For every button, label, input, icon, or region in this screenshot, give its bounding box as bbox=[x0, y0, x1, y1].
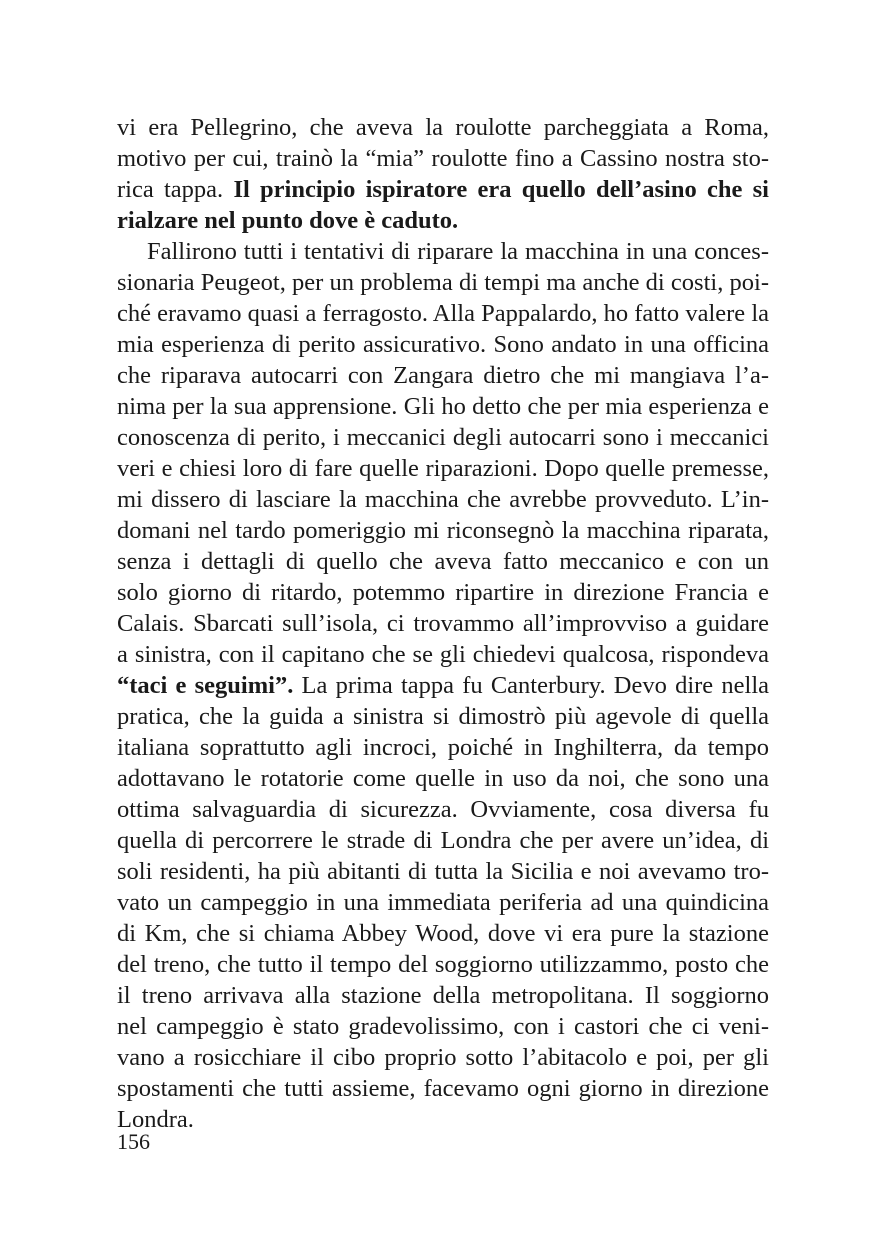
text-line: adottavano le rotatorie come quelle in uso da noi, che sono una bbox=[117, 765, 769, 792]
text-line: senza i dettagli di quello che aveva fatto meccanico e con un bbox=[117, 548, 769, 575]
text-line: veri e chiesi loro di fare quelle riparazioni. Dopo quelle premesse, bbox=[117, 455, 769, 482]
text-line: quella di percorrere le strade di Londra che per avere un’idea, di bbox=[117, 827, 769, 854]
text-line: vano a rosicchiare il cibo proprio sotto l’abitacolo e poi, per gli bbox=[117, 1044, 769, 1071]
text-line: ottima salvaguardia di sicurezza. Ovviamente, cosa diversa fu bbox=[117, 796, 769, 823]
text-line bbox=[117, 670, 769, 701]
text-line: sionaria Peugeot, per un problema di tempi ma anche di costi, poi- bbox=[117, 269, 769, 296]
text-line: italiana soprattutto agli incroci, poiché in Inghilterra, da tempo bbox=[117, 734, 769, 761]
page-number: 156 bbox=[117, 1129, 150, 1154]
text-line: soli residenti, ha più abitanti di tutta la Sicilia e noi avevamo tro- bbox=[117, 858, 769, 885]
paragraph-2 bbox=[117, 236, 769, 1135]
text-line: mia esperienza di perito assicurativo. Sono andato in una officina bbox=[117, 331, 769, 358]
text-line: che riparava autocarri con Zangara dietro che mi mangiava l’a- bbox=[117, 362, 769, 389]
text-line: solo giorno di ritardo, potemmo ripartire in direzione Francia e bbox=[117, 579, 769, 606]
text-line: domani nel tardo pomeriggio mi riconsegnò la macchina riparata, bbox=[117, 517, 769, 544]
text-line: vato un campeggio in una immediata periferia ad una quindicina bbox=[117, 889, 769, 916]
text-run: La prima tappa fu Canterbury. Devo dire nella bbox=[293, 672, 769, 699]
text-line: Calais. Sbarcati sull’isola, ci trovammo all’improvviso a guidare bbox=[117, 610, 769, 637]
text-line: nima per la sua apprensione. Gli ho detto che per mia esperienza e bbox=[117, 393, 769, 420]
bold-text-run: rialzare nel punto dove è caduto. bbox=[117, 207, 459, 234]
text-line: nel campeggio è stato gradevolissimo, con i castori che ci veni- bbox=[117, 1013, 769, 1040]
bold-text-run: “taci e seguimi”. bbox=[117, 672, 294, 699]
text-line: a sinistra, con il capitano che se gli chiedevi qualcosa, rispondeva bbox=[117, 641, 769, 668]
text-line bbox=[117, 205, 769, 236]
text-line: vi era Pellegrino, che aveva la roulotte parcheggiata a Roma, bbox=[117, 114, 769, 141]
text-line: Londra. bbox=[117, 1106, 194, 1133]
paragraph-1 bbox=[117, 112, 769, 236]
text-line: motivo per cui, trainò la “mia” roulotte fino a Cassino nostra sto- bbox=[117, 145, 769, 172]
text-line: di Km, che si chiama Abbey Wood, dove vi era pure la stazione bbox=[117, 920, 769, 947]
text-line: Fallirono tutti i tentativi di riparare la macchina in una conces- bbox=[147, 238, 769, 265]
text-line: ché eravamo quasi a ferragosto. Alla Pappalardo, ho fatto valere la bbox=[117, 300, 769, 327]
text-run: rica tappa. bbox=[117, 176, 234, 203]
text-line: del treno, che tutto il tempo del soggiorno utilizzammo, posto che bbox=[117, 951, 769, 978]
page-body bbox=[117, 112, 769, 1135]
bold-text-run: Il principio ispiratore era quello dell’asino che si bbox=[233, 176, 769, 203]
text-line: il treno arrivava alla stazione della metropolitana. Il soggiorno bbox=[117, 982, 769, 1009]
text-line: spostamenti che tutti assieme, facevamo ogni giorno in direzione bbox=[117, 1075, 769, 1102]
text-line bbox=[117, 174, 769, 205]
text-line: conoscenza di perito, i meccanici degli autocarri sono i meccanici bbox=[117, 424, 769, 451]
text-line: pratica, che la guida a sinistra si dimostrò più agevole di quella bbox=[117, 703, 769, 730]
text-line: mi dissero di lasciare la macchina che avrebbe provveduto. L’in- bbox=[117, 486, 769, 513]
